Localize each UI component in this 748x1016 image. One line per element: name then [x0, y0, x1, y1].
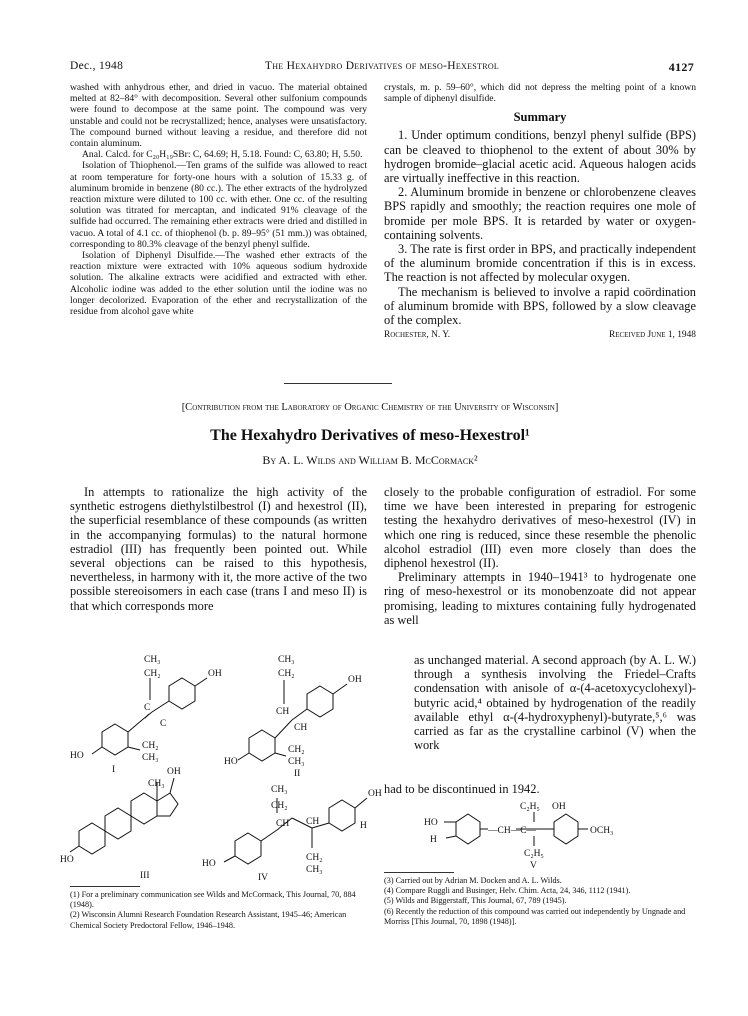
label-c2h5: C₂H₅: [524, 849, 544, 859]
ring-IV-a: [329, 800, 355, 831]
label-ch-c: —CH—C—: [488, 826, 537, 836]
footnotes-right: [384, 876, 696, 927]
label-ch3: CH₃: [306, 865, 323, 875]
article-left-column: [70, 485, 367, 613]
summary-heading: Summary: [513, 110, 567, 125]
label-ch2: CH₂: [142, 741, 159, 751]
paragraph-analysis: Anal. Calcd. for C₂₀H₁₉SBr: C, 64.69; H, 5.18. Found: C, 63.80; H, 5.50.: [82, 149, 363, 161]
label-oh: OH: [167, 767, 181, 777]
label-ch2: CH₂: [278, 669, 295, 679]
paragraph: closely to the probable configuration of estradiol. For some time we have been interested in preparing for estrogenic testing the hexahydro derivatives of meso-hexestrol (IV) in which one ring is reduced, since these resemble the phenolic alcohol estradiol (III) even more closely than does the diphenol hexestrol (II).: [384, 485, 696, 571]
signature-line: [384, 330, 696, 340]
label-ch3: CH₃: [271, 785, 288, 795]
article-right-column-wrapped: [414, 653, 696, 752]
running-header: [70, 60, 694, 76]
label-ch2: CH₂: [288, 745, 305, 755]
article-right-column-end: [384, 782, 696, 796]
ring-II-a: [307, 686, 333, 717]
label-och3: OCH₃: [590, 826, 614, 836]
ring-II-b: [249, 730, 275, 761]
label-oh: OH: [348, 675, 362, 685]
ring-III-a: [79, 823, 105, 854]
footnote-rule: [384, 872, 454, 873]
summary-item-4: The mechanism is believed to involve a rapid coördination of aluminum bromide with BPS, followed by a slow cleavage of the complex.: [384, 284, 696, 328]
prev-article-right-column: [384, 82, 696, 340]
label-ch2: CH₂: [306, 853, 323, 863]
label-ch: CH: [294, 723, 308, 733]
formula-V-figure: [416, 800, 700, 870]
label-ch3: CH₃: [148, 779, 165, 789]
footnote-1: (1) For a preliminary communication see Wilds and McCormack, This Journal, 70, 884 (1948).: [70, 890, 356, 910]
received-date: Received June 1, 1948: [608, 330, 696, 341]
formula-V-svg: [416, 800, 700, 870]
label-c2h5: C₂H₅: [520, 802, 540, 812]
structural-formulas-figure: [62, 648, 412, 884]
paragraph-intro: In attempts to rationalize the high activity of the synthetic estrogens diethylstilbestrol (I) and hexestrol (II), the superficial resemblance of these compounds (as written in the accompanying formulas) to the natural hormone estradiol (III) has frequently been pointed out. While several objections can be raised to this hypothesis, nevertheless, in harmony with it, the more active of the two possible stereoisomers in each case (trans I and meso II) is that which corresponds more: [70, 485, 367, 613]
label-III: III: [140, 871, 150, 881]
paragraph: crystals, m. p. 59–60°, which did not depress the melting point of a known sample of diphenyl disulfide.: [384, 82, 696, 105]
footnote-6: (6) Recently the reduction of this compound was carried out independently by Ungnade and Morriss [This Journal, 70, 1898 (1948)].: [384, 906, 686, 926]
label-ho: HO: [224, 757, 238, 767]
divider: [284, 383, 392, 384]
header-date: Dec., 1948: [70, 60, 124, 72]
paragraph: washed with anhydrous ether, and dried in vacuo. The material obtained melted at 82–84° with decomposition. Several other sulfonium compounds were found to decompose at the same point. The compound was very unstable and could not be recrystallized; hence, analyses were unsatisfactory. The compound burned without leaving a residue, and therefore did not contain aluminum.: [70, 82, 367, 150]
label-ho: HO: [424, 818, 438, 828]
article-title: The Hexahydro Derivatives of meso-Hexestrol¹: [210, 427, 530, 444]
label-ho: HO: [202, 859, 216, 869]
paragraph-end: had to be discontinued in 1942.: [384, 782, 540, 796]
label-IV: IV: [258, 873, 269, 883]
article-right-column: [384, 485, 696, 627]
paragraph-thiophenol: Isolation of Thiophenol.—Ten grams of the sulfide was allowed to react at room temperature for forty-one hours with a solution of 15.33 g. of aluminum bromide in benzene (80 cc.). The ether extracts of the hydrolyzed reaction mixture were diluted to 100 cc. with ether. One cc. of the resulting solution was titrated for mercaptan, and indicated 91% cleavage of the sulfide had occurred. The remaining ether extracts were dried and distilled in vacuo. A total of 4.1 cc. of thiophenol (b. p. 89–95° (51 mm.)) was obtained, corresponding to 80.3% cleavage of the benzyl phenyl sulfide.: [70, 160, 367, 250]
label-h: H: [360, 821, 367, 831]
footnote-5: (5) Wilds and Biggerstaff, This Journal, 67, 789 (1945).: [384, 896, 567, 906]
ring-I-a: [169, 678, 195, 709]
label-ch2: CH₂: [144, 669, 161, 679]
label-c: C: [144, 703, 151, 713]
header-title: The Hexahydro Derivatives of meso-Hexestrol: [264, 60, 500, 72]
label-oh: OH: [208, 669, 222, 679]
label-ch3: CH₃: [142, 753, 159, 763]
article-authors: By A. L. Wilds and William B. McCormack²: [262, 453, 478, 467]
summary-item-2: 2. Aluminum bromide in benzene or chlorobenzene cleaves BPS rapidly and smoothly; the reaction requires one mole of bromide per mole BPS. It is retarded by water or oxygen-containing solvents.: [384, 185, 696, 242]
ring-I-b: [102, 724, 128, 755]
label-V: V: [530, 861, 537, 871]
footnote-4: (4) Compare Ruggli and Businger, Helv. Chim. Acta, 24, 346, 1112 (1941).: [384, 886, 631, 896]
label-c: C: [160, 719, 167, 729]
paragraph-disulfide: Isolation of Diphenyl Disulfide.—The washed ether extracts of the reaction mixture were extracted with 10% aqueous sodium hydroxide solution. The alkaline extracts were acidified and extracted with ether. Alcoholic iodine was added to the ether solution until the iodine was no longer decolorized. Evaporation of the ether and recrystallization of the residue from alcohol gave white: [70, 250, 367, 318]
label-ch3: CH₃: [144, 655, 161, 665]
footnote-2: (2) Wisconsin Alumni Research Foundation Research Assistant, 1945–46; American Chemical Society Predoctoral Fellow, 1946–1948.: [70, 910, 347, 930]
summary-item-1: 1. Under optimum conditions, benzyl phenyl sulfide (BPS) can be cleaved to thiophenol to the extent of about 30% by hydrogen bromide–glacial acetic acid. Aqueous halogen acids are virtually ineffective in this reaction.: [384, 128, 696, 186]
label-ch2: CH₂: [271, 801, 288, 811]
paragraph-preliminary: Preliminary attempts in 1940–1941³ to hydrogenate one ring of meso-hexestrol or its monobenzoate did not appear promising, leading to mixtures containing fully hydrogenated as well: [384, 570, 696, 627]
prev-article-left-column: [70, 82, 367, 317]
summary-item-3: 3. The rate is first order in BPS, and practically independent of the aluminum bromide concentration if this is in excess. The reaction is not affected by molecular oxygen.: [384, 242, 696, 285]
location: Rochester, N. Y.: [384, 330, 451, 341]
footnotes-left: [70, 890, 367, 931]
label-ch: CH: [276, 819, 290, 829]
ring-IV-b: [235, 833, 261, 864]
paragraph-continued: as unchanged material. A second approach (by A. L. W.) through a synthesis involving the Friedel–Crafts condensation with anisole of α-(4-acetoxycyclohexyl)-butyric acid,⁴ obtained by hydrogenation of the readily available ethyl α-(4-hydroxyphenyl)-butyrate,⁵,⁶ was carried as far as the crystalline carbinol (V) when the work: [414, 653, 696, 753]
label-ho: HO: [70, 751, 84, 761]
label-ch3: CH₃: [288, 757, 305, 767]
label-oh: OH: [552, 802, 566, 812]
label-ch: CH: [276, 707, 290, 717]
footnote-3: (3) Carried out by Adrian M. Docken and A. L. Wilds.: [384, 876, 562, 885]
contribution-line: [Contribution from the Laboratory of Organic Chemistry of the University of Wisconsin]: [181, 402, 559, 413]
label-II: II: [294, 769, 301, 779]
footnote-rule: [70, 886, 140, 887]
label-ho: HO: [60, 855, 74, 865]
label-ch: CH: [306, 817, 320, 827]
label-h: H: [430, 835, 437, 845]
label-oh: OH: [368, 789, 382, 799]
label-I: I: [112, 765, 116, 775]
label-ch3: CH₃: [278, 655, 295, 665]
header-page-number: 4127: [668, 60, 694, 74]
formulas-svg: [62, 648, 412, 884]
